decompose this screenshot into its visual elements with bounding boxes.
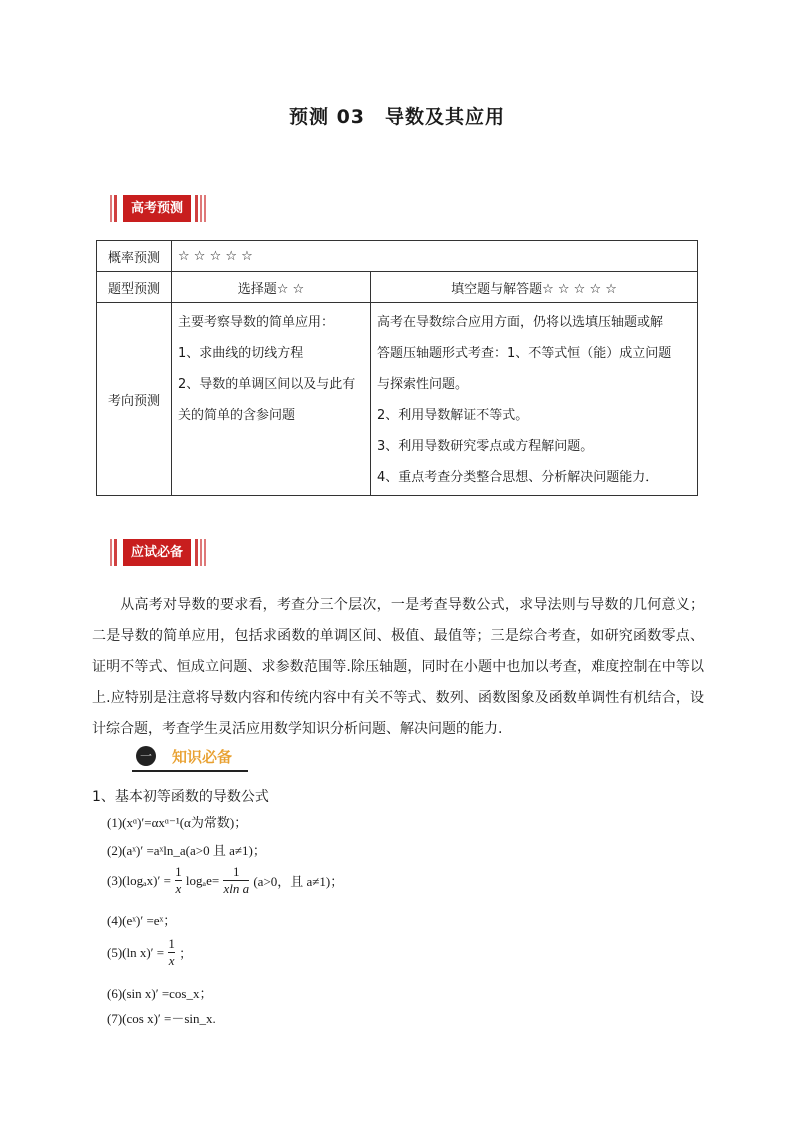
formula-text: ； <box>179 946 193 961</box>
table-cell: 题型预测 <box>97 272 172 303</box>
formula-text: (a>0，且 a≠1)； <box>253 874 344 889</box>
formula-7: (7)(cos x)′ =－sin_x. <box>107 1011 216 1026</box>
section-banner-gaokao <box>110 195 208 222</box>
knowledge-label: 知识必备 <box>172 747 233 766</box>
banner-stripe <box>114 195 117 222</box>
formula-6: (6)(sin x)′ =cos_x； <box>107 986 213 1001</box>
intro-text: 从高考对导数的要求看，考查分三个层次，一是考查导数公式，求导法则与导数的几何意义；二是导数的简单应用，包括求函数的单调区间、极值、最值等；三是综合考查，如研究函数零点、证明不等式、恒成立问题、求参数范围等.除压轴题，同时在小题中也加以考查，难度控制在中等以上.应特别是注意将导数内容和传统内容中有关不等式、数列、函数图象及函数单调性有机结合，设计综合题，考查学生灵活应用数学知识分析问题、解决问题的能力. <box>92 597 704 737</box>
section-number-badge: 一 <box>136 746 156 766</box>
cell-line: 高考在导数综合应用方面，仍将以选填压轴题或解 <box>377 315 664 330</box>
cell-line: 主要考察导数的简单应用： <box>178 315 335 330</box>
formula-5 <box>107 936 192 969</box>
fraction-denominator: xln a <box>223 881 250 896</box>
banner-stripe <box>204 195 206 222</box>
table-cell: 选择题☆ ☆ <box>172 272 371 303</box>
cell-line: 3、利用导数研究零点或方程解问题。 <box>377 439 594 454</box>
banner-stripe <box>200 195 202 222</box>
banner-label: 高考预测 <box>123 195 191 222</box>
banner-stripe <box>114 539 117 566</box>
fraction <box>168 936 175 969</box>
table-cell: 概率预测 <box>97 241 172 272</box>
table-cell: 填空题与解答题☆ ☆ ☆ ☆ ☆ <box>371 272 698 303</box>
banner-stripe <box>204 539 206 566</box>
formula-3 <box>107 864 343 897</box>
formula-text: (3)(logₐx)′ = <box>107 872 171 888</box>
cell-line: 1、求曲线的切线方程 <box>178 346 304 361</box>
formula-4: (4)(eˣ)′ =eˣ； <box>107 913 177 928</box>
banner-stripe <box>110 539 112 566</box>
table-cell: ☆ ☆ ☆ ☆ ☆ <box>172 241 698 272</box>
intro-paragraph <box>92 590 704 745</box>
formula-text: logₐe= <box>185 872 220 888</box>
subsection-heading: 1、基本初等函数的导数公式 <box>92 789 269 805</box>
fraction-denominator: x <box>168 953 175 968</box>
fraction <box>175 864 182 897</box>
cell-line: 答题压轴题形式考查：1、不等式恒（能）成立问题 <box>377 346 672 361</box>
banner-stripe <box>195 195 198 222</box>
table-cell: 考向预测 <box>97 303 172 496</box>
banner-stripe <box>200 539 202 566</box>
formula-text: (5)(ln x)′ = <box>107 944 165 960</box>
banner-label: 应试必备 <box>123 539 191 566</box>
cell-line: 关的简单的含参问题 <box>178 408 296 423</box>
prediction-table <box>96 240 698 496</box>
fraction-numerator: 1 <box>175 864 182 879</box>
table-cell <box>172 303 371 496</box>
table-row <box>97 303 698 496</box>
table-row <box>97 241 698 272</box>
cell-line: 与探索性问题。 <box>377 377 469 392</box>
section-banner-yingshi <box>110 539 208 566</box>
formula-2: (2)(aˣ)′ =aˣln_a(a>0 且 a≠1)； <box>107 843 266 858</box>
formula-1: (1)(xᵅ)′=αxᵅ⁻¹(α为常数)； <box>107 815 248 830</box>
banner-stripe <box>110 195 112 222</box>
page-title: 预测 03 导数及其应用 <box>288 106 506 128</box>
table-row <box>97 272 698 303</box>
fraction-numerator: 1 <box>168 936 175 951</box>
fraction <box>223 864 249 897</box>
fraction-denominator: x <box>175 881 182 896</box>
banner-stripe <box>195 539 198 566</box>
cell-line: 2、利用导数解证不等式。 <box>377 408 529 423</box>
table-cell <box>371 303 698 496</box>
cell-line: 4、重点考查分类整合思想、分析解决问题能力． <box>377 470 659 485</box>
fraction-numerator: 1 <box>223 864 249 881</box>
cell-line: 2、导数的单调区间以及与此有 <box>178 377 356 392</box>
knowledge-heading <box>132 742 248 772</box>
